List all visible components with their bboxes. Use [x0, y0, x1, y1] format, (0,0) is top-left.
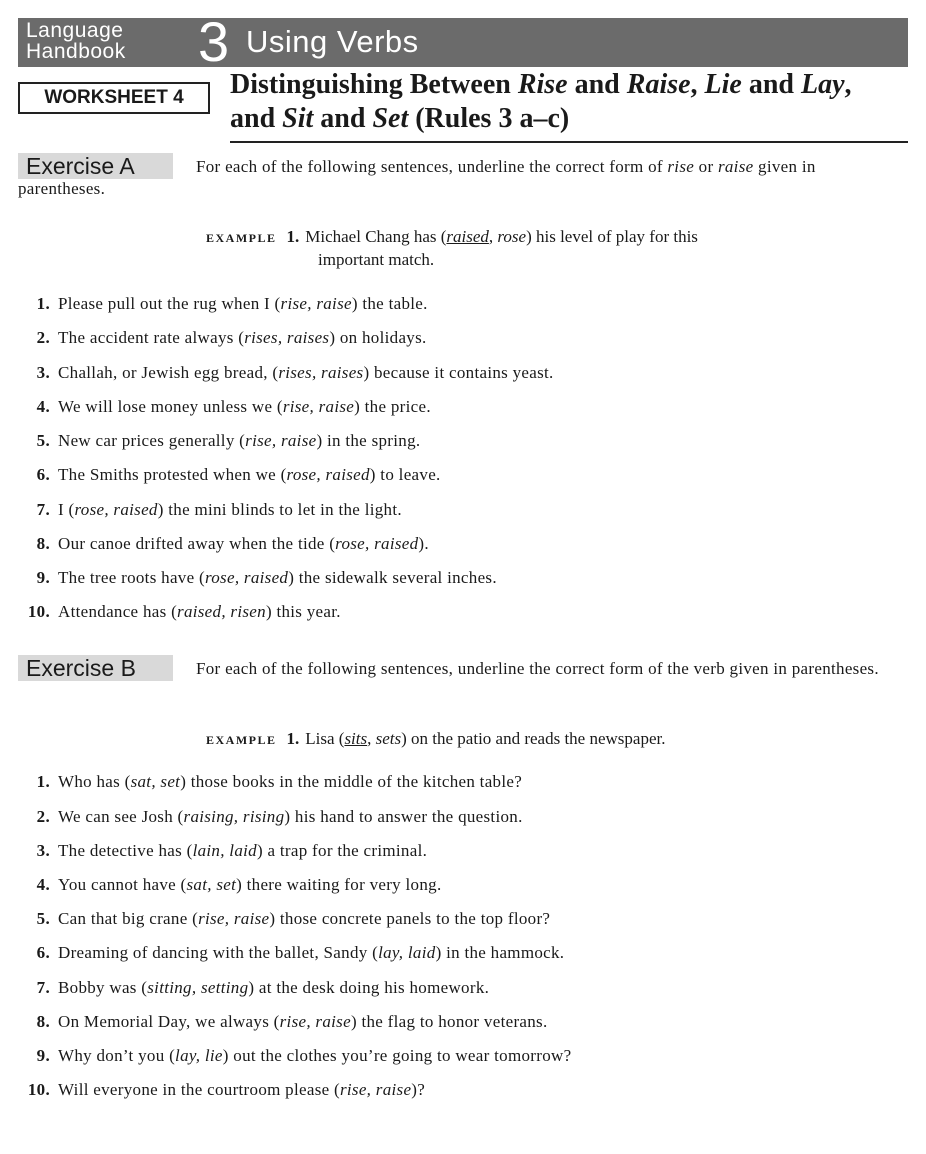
example-answer: raised: [446, 227, 489, 246]
list-item: 1. Please pull out the rug when I (rise, raise) the table.: [36, 294, 428, 313]
verb-choices[interactable]: rise, raise: [339, 1080, 412, 1099]
list-item: 9. The tree roots have (rose, raised) the sidewalk several inches.: [36, 568, 497, 587]
list-item: 5. Can that big crane (rise, raise) those concrete panels to the top floor?: [36, 909, 551, 928]
verb-choices[interactable]: rises, raises: [244, 328, 330, 347]
verb-choices[interactable]: rose, raised: [74, 500, 158, 519]
verb-choices[interactable]: lay, laid: [378, 943, 436, 962]
list-item: 1. Who has (sat, set) those books in the middle of the kitchen table?: [36, 772, 523, 791]
list-item: 8. On Memorial Day, we always (rise, raise) the flag to honor veterans.: [36, 1012, 548, 1031]
verb-choices[interactable]: rose, raised: [204, 568, 289, 587]
list-item: 7. Bobby was (sitting, setting) at the desk doing his homework.: [36, 978, 490, 997]
verb-choices[interactable]: sat, set: [186, 875, 237, 894]
list-item: 2. We can see Josh (raising, rising) his hand to answer the question.: [36, 807, 523, 826]
exercise-a-example: EXAMPLE 1. Michael Chang has (raised, rose) his level of play for this important match.: [206, 227, 698, 269]
exercise-a-directions: For each of the following sentences, underline the correct form of rise or raise given in parentheses.: [18, 157, 816, 198]
list-item: 5. New car prices generally (rise, raise) in the spring.: [36, 431, 421, 450]
verb-choices[interactable]: rises, raises: [278, 363, 364, 382]
chapter-number: 3: [198, 10, 230, 73]
exercise-b-directions: For each of the following sentences, underline the correct form of the verb given in parentheses.: [196, 659, 879, 678]
verb-choices[interactable]: rose, raised: [286, 465, 370, 484]
verb-choices[interactable]: sat, set: [130, 772, 181, 791]
exercise-b-example: EXAMPLE 1. Lisa (sits, sets) on the patio and reads the newspaper.: [206, 729, 666, 748]
list-item: 10. Will everyone in the courtroom please (rise, raise)?: [27, 1080, 426, 1099]
exercise-a-tag: Exercise A: [18, 153, 173, 179]
list-item: 7. I (rose, raised) the mini blinds to let in the light.: [36, 500, 402, 519]
chapter-title: Using Verbs: [246, 24, 419, 59]
verb-choices[interactable]: rise, raise: [245, 431, 317, 450]
title-divider: [230, 141, 908, 143]
verb-choices[interactable]: rise, raise: [280, 294, 352, 313]
verb-choices[interactable]: rise, raise: [198, 909, 270, 928]
worksheet-title: Distinguishing Between Rise and Raise, Lie and Lay, and Sit and Set (Rules 3 a–c): [230, 69, 852, 134]
list-item: 2. The accident rate always (rises, raises) on holidays.: [36, 328, 427, 347]
list-item: 6. Dreaming of dancing with the ballet, Sandy (lay, laid) in the hammock.: [36, 943, 565, 962]
list-item: 3. Challah, or Jewish egg bread, (rises, raises) because it contains yeast.: [36, 363, 554, 382]
list-item: 8. Our canoe drifted away when the tide (rose, raised).: [36, 534, 429, 553]
verb-choices[interactable]: rose, raised: [335, 534, 419, 553]
verb-choices[interactable]: lain, laid: [192, 841, 257, 860]
chapter-banner: [18, 10, 908, 73]
verb-choices[interactable]: lay, lie: [175, 1046, 223, 1065]
verb-choices[interactable]: rise, raise: [282, 397, 355, 416]
worksheet-label: WORKSHEET 4: [18, 82, 210, 114]
list-item: 6. The Smiths protested when we (rose, raised) to leave.: [36, 465, 441, 484]
list-item: 9. Why don’t you (lay, lie) out the clothes you’re going to wear tomorrow?: [36, 1046, 572, 1065]
list-item: 4. We will lose money unless we (rise, raise) the price.: [36, 397, 431, 416]
verb-choices[interactable]: raised, risen: [177, 602, 266, 621]
list-item: 10. Attendance has (raised, risen) this year.: [27, 602, 341, 621]
handbook-label: Language Handbook: [26, 19, 126, 63]
example-answer: sits: [344, 729, 368, 748]
list-item: 4. You cannot have (sat, set) there waiting for very long.: [36, 875, 442, 894]
list-item: 3. The detective has (lain, laid) a trap for the criminal.: [36, 841, 428, 860]
verb-choices[interactable]: rise, raise: [279, 1012, 351, 1031]
verb-choices[interactable]: raising, rising: [183, 807, 285, 826]
verb-choices[interactable]: sitting, setting: [147, 978, 249, 997]
exercise-b-tag: Exercise B: [18, 655, 173, 681]
